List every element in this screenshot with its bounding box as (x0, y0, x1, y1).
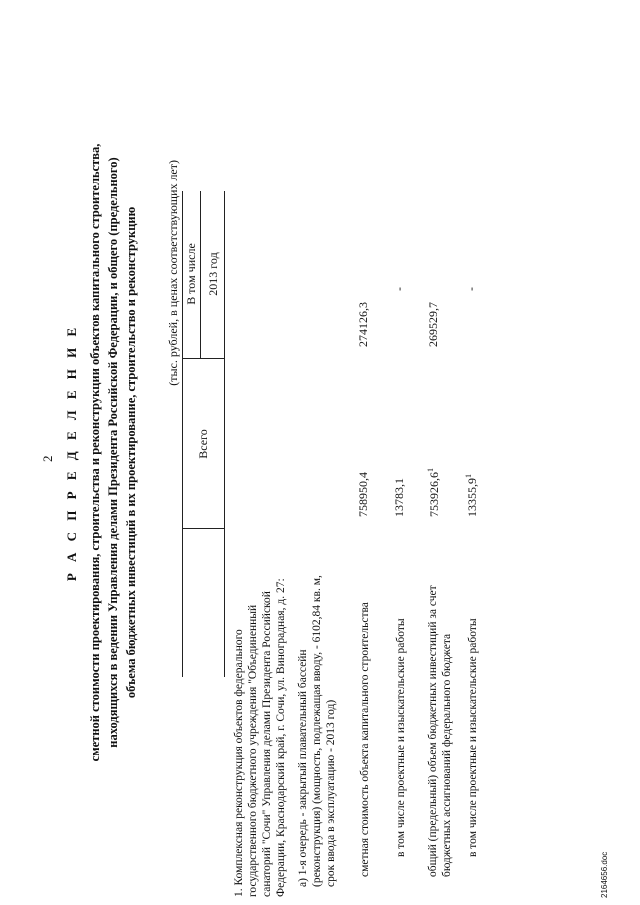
section-1-line-3: санаторий "Сочи" Управления делами Президента Российской (261, 591, 273, 897)
table-top-rule (182, 191, 183, 677)
section-1-line-1: 1. Комплексная реконструкция объектов федерального (233, 629, 245, 897)
item-a-line-2: (реконструкция) (мощность, подлежащая вводу, - 6102,84 кв. м, (311, 575, 323, 887)
page-number: 2 (40, 455, 55, 462)
header-bottom-rule (224, 191, 225, 677)
units-note: (тыс. рублей, в ценах соответствующих лет) (166, 160, 180, 386)
row-total: 13355,9$^1$ (464, 474, 479, 517)
header-total: Всего (196, 429, 210, 459)
row-total: 753926,6$^1$ (426, 468, 441, 517)
item-a-line-3: срок ввода в эксплуатацию - 2013 год) (325, 699, 337, 887)
row-label: в том числе проектные и изыскательские работы (467, 618, 479, 857)
row-total: 758950,4 (356, 472, 370, 517)
row-label: в том числе проектные и изыскательские работы (395, 618, 407, 857)
subtitle-line-3: объема бюджетных инвестиций в их проектирование, строительство и реконструкцию (124, 206, 138, 699)
header-subrule (200, 191, 201, 359)
row-label: общий (предельный) объем бюджетных инвестиций за счет (427, 585, 439, 877)
row-label-cont: бюджетных ассигнований федерального бюджета (441, 633, 453, 877)
row-2013: 274126,3 (356, 302, 370, 347)
subtitle-line-2: находящихся в ведении Управления делами Президента Российской Федерации, и общего (предельного) (106, 157, 120, 748)
header-year: 2013 год (206, 252, 220, 296)
section-1-line-2: государственного бюджетного учреждения "Объединенный (247, 604, 259, 897)
row-label: сметная стоимость объекта капитального строительства (359, 602, 371, 877)
document-title: Р А С П Р Е Д Е Л Е Н И Е (64, 323, 79, 582)
col-divider-1 (182, 528, 224, 529)
item-a-line-1: а) 1-я очередь - закрытый плавательный бассейн (297, 649, 309, 887)
col-divider-2 (182, 358, 224, 359)
row-2013: 269529,7 (426, 302, 440, 347)
footnote-mark: 1 (464, 474, 473, 478)
row-total: 13783,1 (392, 478, 406, 517)
row-2013: - (464, 287, 478, 291)
header-incl: В том числе (184, 243, 198, 305)
footnote-mark: 1 (426, 468, 435, 472)
section-1-line-4: Федерации, Краснодарский край, г. Сочи, ул. Виноградная, д. 27: (275, 578, 287, 897)
row-2013: - (392, 287, 406, 291)
footer-filename: 2164656.doc (600, 851, 609, 898)
subtitle-line-1: сметной стоимости проектирования, строительства и реконструкции объектов капитального строительства, (88, 143, 102, 762)
